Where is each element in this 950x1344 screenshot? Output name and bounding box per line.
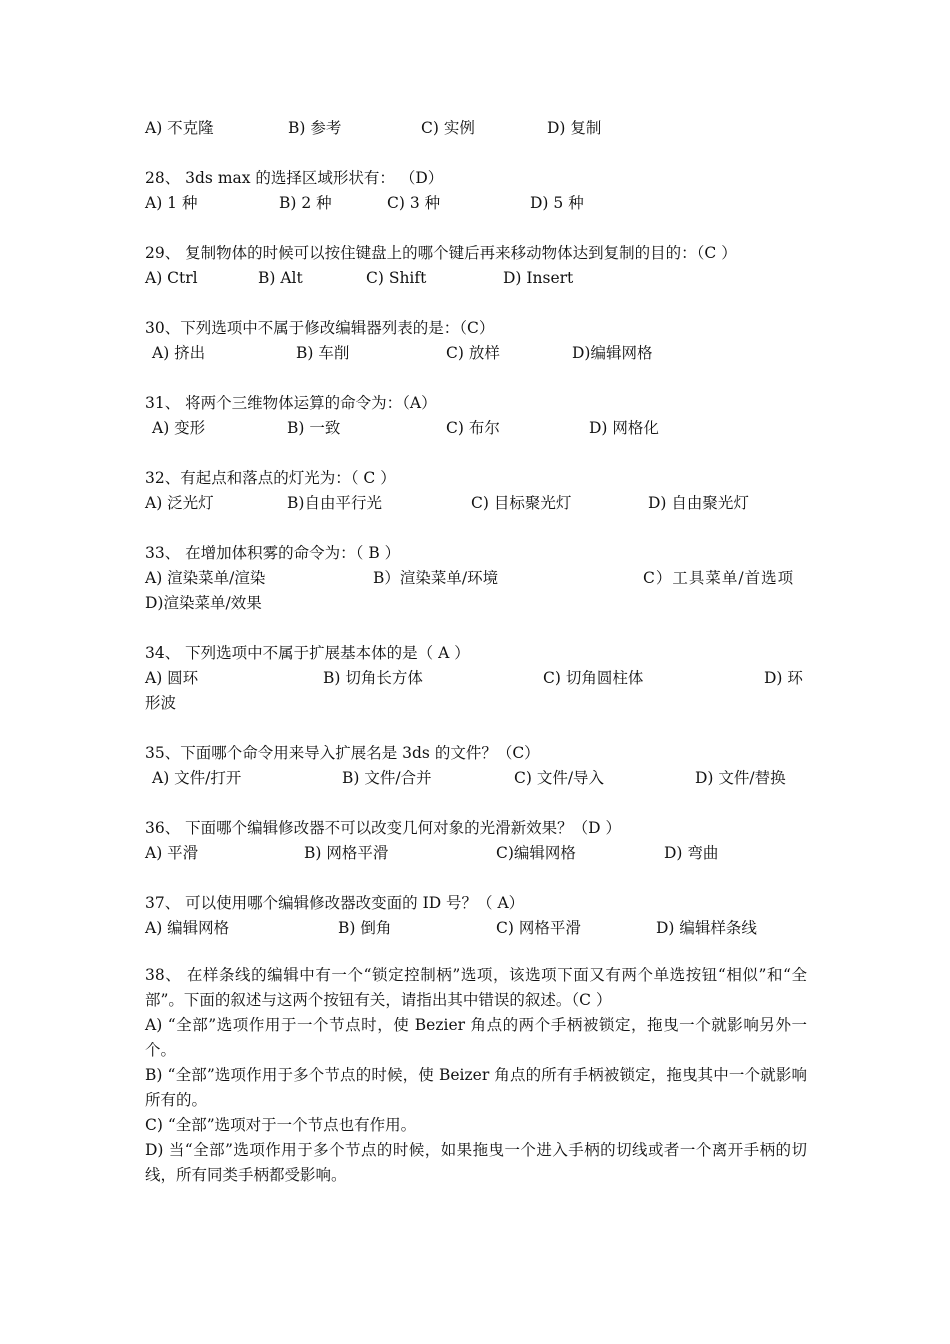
q35-option-c: C) 文件/导入 [514,769,605,787]
q34-option-d: D) 环 [764,669,803,687]
q37-option-a: A) 编辑网格 [145,919,230,937]
q31-option-c: C) 布尔 [446,419,500,437]
q33-option-c: C）工具菜单/首选项 [643,569,795,587]
q36-option-d: D) 弯曲 [664,844,719,862]
q29-option-b: B) Alt [258,269,303,287]
q34-option-d-continued: 形波 [145,694,177,712]
q38-option-a: A) “全部”选项作用于一个节点时，使 Bezier 角点的两个手柄被锁定，拖曳一个就影响另外一个。 [145,1016,807,1059]
q28-stem: 28、 3ds max 的选择区域形状有： （D） [145,169,444,187]
q28-option-c: C) 3 种 [387,194,441,212]
q32-option-d: D) 自由聚光灯 [648,494,749,512]
q35-option-d: D) 文件/替换 [695,769,786,787]
q28-option-a: A) 1 种 [145,194,198,212]
q33-option-b: B）渲染菜单/环境 [373,569,499,587]
q34-stem: 34、 下列选项中不属于扩展基本体的是（ A ） [145,644,470,662]
q38-option-c: C) “全部”选项对于一个节点也有作用。 [145,1116,417,1134]
q31-option-a: A) 变形 [152,419,206,437]
q27-option-c: C) 实例 [421,119,475,137]
q36-option-a: A) 平滑 [145,844,199,862]
q33-stem: 33、 在增加体积雾的命令为：（ B ） [145,544,401,562]
q32-option-b: B)自由平行光 [287,494,382,512]
q34-option-b: B) 切角长方体 [323,669,423,687]
q34-option-c: C) 切角圆柱体 [543,669,644,687]
q31-option-b: B) 一致 [287,419,341,437]
q29-option-d: D) Insert [503,269,574,287]
q37-option-b: B) 倒角 [338,919,392,937]
q28-option-d: D) 5 种 [530,194,584,212]
q27-option-d: D) 复制 [547,119,602,137]
q27-option-b: B) 参考 [288,119,342,137]
q29-option-c: C) Shift [366,269,427,287]
q30-option-a: A) 挤出 [152,344,206,362]
q29-option-a: A) Ctrl [145,269,198,287]
q32-option-c: C) 目标聚光灯 [471,494,572,512]
q35-option-b: B) 文件/合并 [342,769,432,787]
q34-option-a: A) 圆环 [145,669,199,687]
q37-stem: 37、 可以使用哪个编辑修改器改变面的 ID 号？（ A） [145,894,525,912]
q33-option-a: A) 渲染菜单/渲染 [145,569,266,587]
q32-option-a: A) 泛光灯 [145,494,214,512]
q33-option-d: D)渲染菜单/效果 [145,594,262,612]
q38-option-b: B) “全部”选项作用于多个节点的时候，使 Beizer 角点的所有手柄被锁定，拖曳其中一个就影响所有的。 [145,1066,807,1109]
q27-option-a: A) 不克隆 [145,119,214,137]
q38-option-d: D) 当“全部”选项作用于多个节点的时候，如果拖曳一个进入手柄的切线或者一个离开手柄的切线，所有同类手柄都受影响。 [145,1141,807,1184]
q35-option-a: A) 文件/打开 [152,769,242,787]
q30-option-b: B) 车削 [296,344,350,362]
q36-stem: 36、 下面哪个编辑修改器不可以改变几何对象的光滑新效果？（D ） [145,819,622,837]
q35-stem: 35、下面哪个命令用来导入扩展名是 3ds 的文件？（C） [145,744,540,762]
q38-stem: 38、 在样条线的编辑中有一个“锁定控制柄”选项，该选项下面又有两个单选按钮“相似”和“全部”。下面的叙述与这两个按钮有关，请指出其中错误的叙述。（C ） [145,966,807,1009]
q37-option-d: D) 编辑样条线 [656,919,757,937]
q32-stem: 32、有起点和落点的灯光为：（ C ） [145,469,396,487]
q28-option-b: B) 2 种 [279,194,332,212]
q30-option-c: C) 放样 [446,344,500,362]
q30-option-d: D)编辑网格 [572,344,653,362]
q30-stem: 30、下列选项中不属于修改编辑器列表的是：（C） [145,319,495,337]
q31-stem: 31、 将两个三维物体运算的命令为：（A） [145,394,437,412]
q31-option-d: D) 网格化 [589,419,659,437]
q36-option-b: B) 网格平滑 [304,844,389,862]
q37-option-c: C) 网格平滑 [496,919,581,937]
q36-option-c: C)编辑网格 [496,844,576,862]
q29-stem: 29、 复制物体的时候可以按住键盘上的哪个键后再来移动物体达到复制的目的：（C ） [145,244,737,262]
